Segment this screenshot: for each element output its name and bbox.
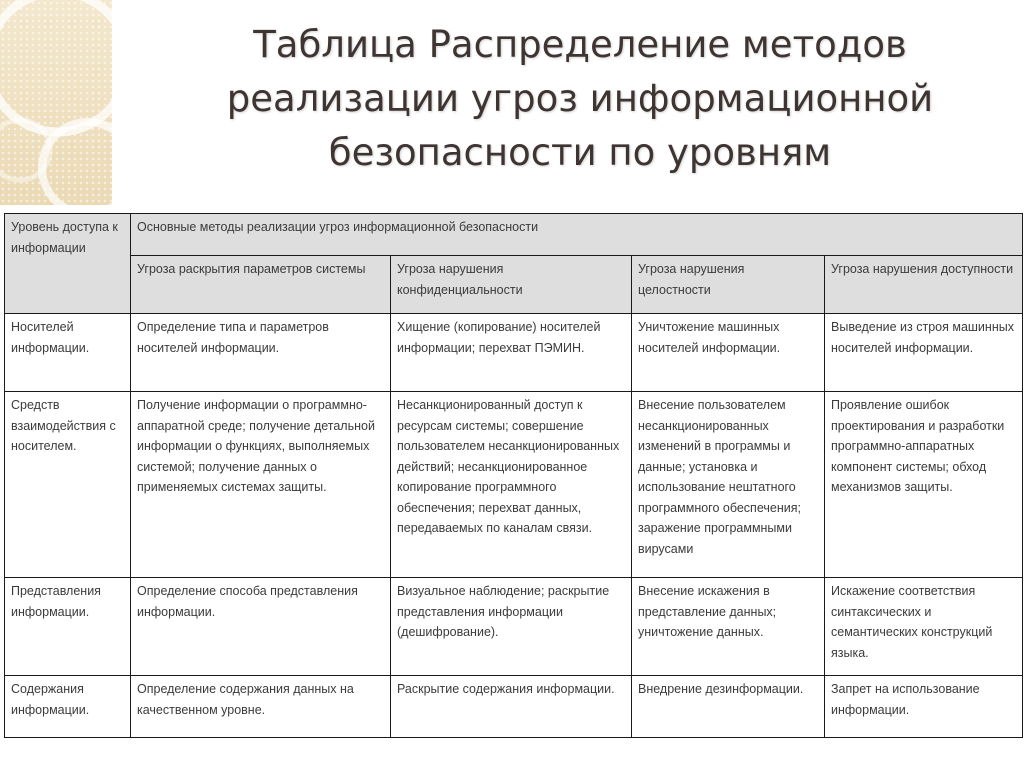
table-cell: Внедрение дезинформации. xyxy=(632,676,825,738)
table-cell: Уничтожение машинных носителей информации. xyxy=(632,314,825,392)
table-cell: Определение содержания данных на качественном уровне. xyxy=(131,676,391,738)
column-header: Угроза раскрытия параметров системы xyxy=(131,256,391,314)
table-cell: Хищение (копирование) носителей информации; перехват ПЭМИН. xyxy=(391,314,632,392)
slide-title xyxy=(150,18,1010,180)
title-line: реализации угроз информационной xyxy=(226,77,934,120)
column-header: Угроза нарушения конфиденциальности xyxy=(391,256,632,314)
level-cell: Средств взаимодействия с носителем. xyxy=(5,392,131,578)
table-subheader-row xyxy=(5,256,1023,314)
table-cell: Внесение пользователем несанкционированных изменений в программы и данные; установка и использование нештатного программного обеспечения; заражение программными вирусами xyxy=(632,392,825,578)
table-row xyxy=(5,392,1023,578)
corner-decoration xyxy=(0,0,112,205)
decorative-rings-icon xyxy=(0,0,112,205)
level-cell: Носителей информации. xyxy=(5,314,131,392)
level-cell: Содержания информации. xyxy=(5,676,131,738)
corner-header-cell: Уровень доступа к информации xyxy=(5,214,131,314)
table-cell: Раскрытие содержания информации. xyxy=(391,676,632,738)
table-cell: Выведение из строя машинных носителей информации. xyxy=(825,314,1023,392)
table-cell: Несанкционированный доступ к ресурсам системы; совершение пользователем несанкционированных действий; несанкционированное копирование программного обеспечения; перехват данных, передаваемых по каналам связи. xyxy=(391,392,632,578)
column-header: Угроза нарушения доступности xyxy=(825,256,1023,314)
table-cell: Визуальное наблюдение; раскрытие представления информации (дешифрование). xyxy=(391,578,632,676)
table-cell: Определение типа и параметров носителей информации. xyxy=(131,314,391,392)
table-cell: Проявление ошибок проектирования и разработки программно-аппаратных компонент системы; обход механизмов защиты. xyxy=(825,392,1023,578)
table-row xyxy=(5,676,1023,738)
level-cell: Представления информации. xyxy=(5,578,131,676)
column-header: Угроза нарушения целостности xyxy=(632,256,825,314)
table-row xyxy=(5,578,1023,676)
table-cell: Определение способа представления информации. xyxy=(131,578,391,676)
title-line: безопасности по уровням xyxy=(328,131,832,174)
table-cell: Получение информации о программно-аппаратной среде; получение детальной информации о функциях, выполняемых системой; получение данных о применяемых системах защиты. xyxy=(131,392,391,578)
table-cell: Внесение искажения в представление данных; уничтожение данных. xyxy=(632,578,825,676)
table-cell: Запрет на использование информации. xyxy=(825,676,1023,738)
title-line: Таблица Распределение методов xyxy=(253,23,907,66)
group-header-cell: Основные методы реализации угроз информационной безопасности xyxy=(131,214,1023,256)
table-row xyxy=(5,314,1023,392)
table-cell: Искажение соответствия синтаксических и семантических конструкций языка. xyxy=(825,578,1023,676)
table-header-row xyxy=(5,214,1023,256)
threat-methods-table xyxy=(4,213,1023,738)
